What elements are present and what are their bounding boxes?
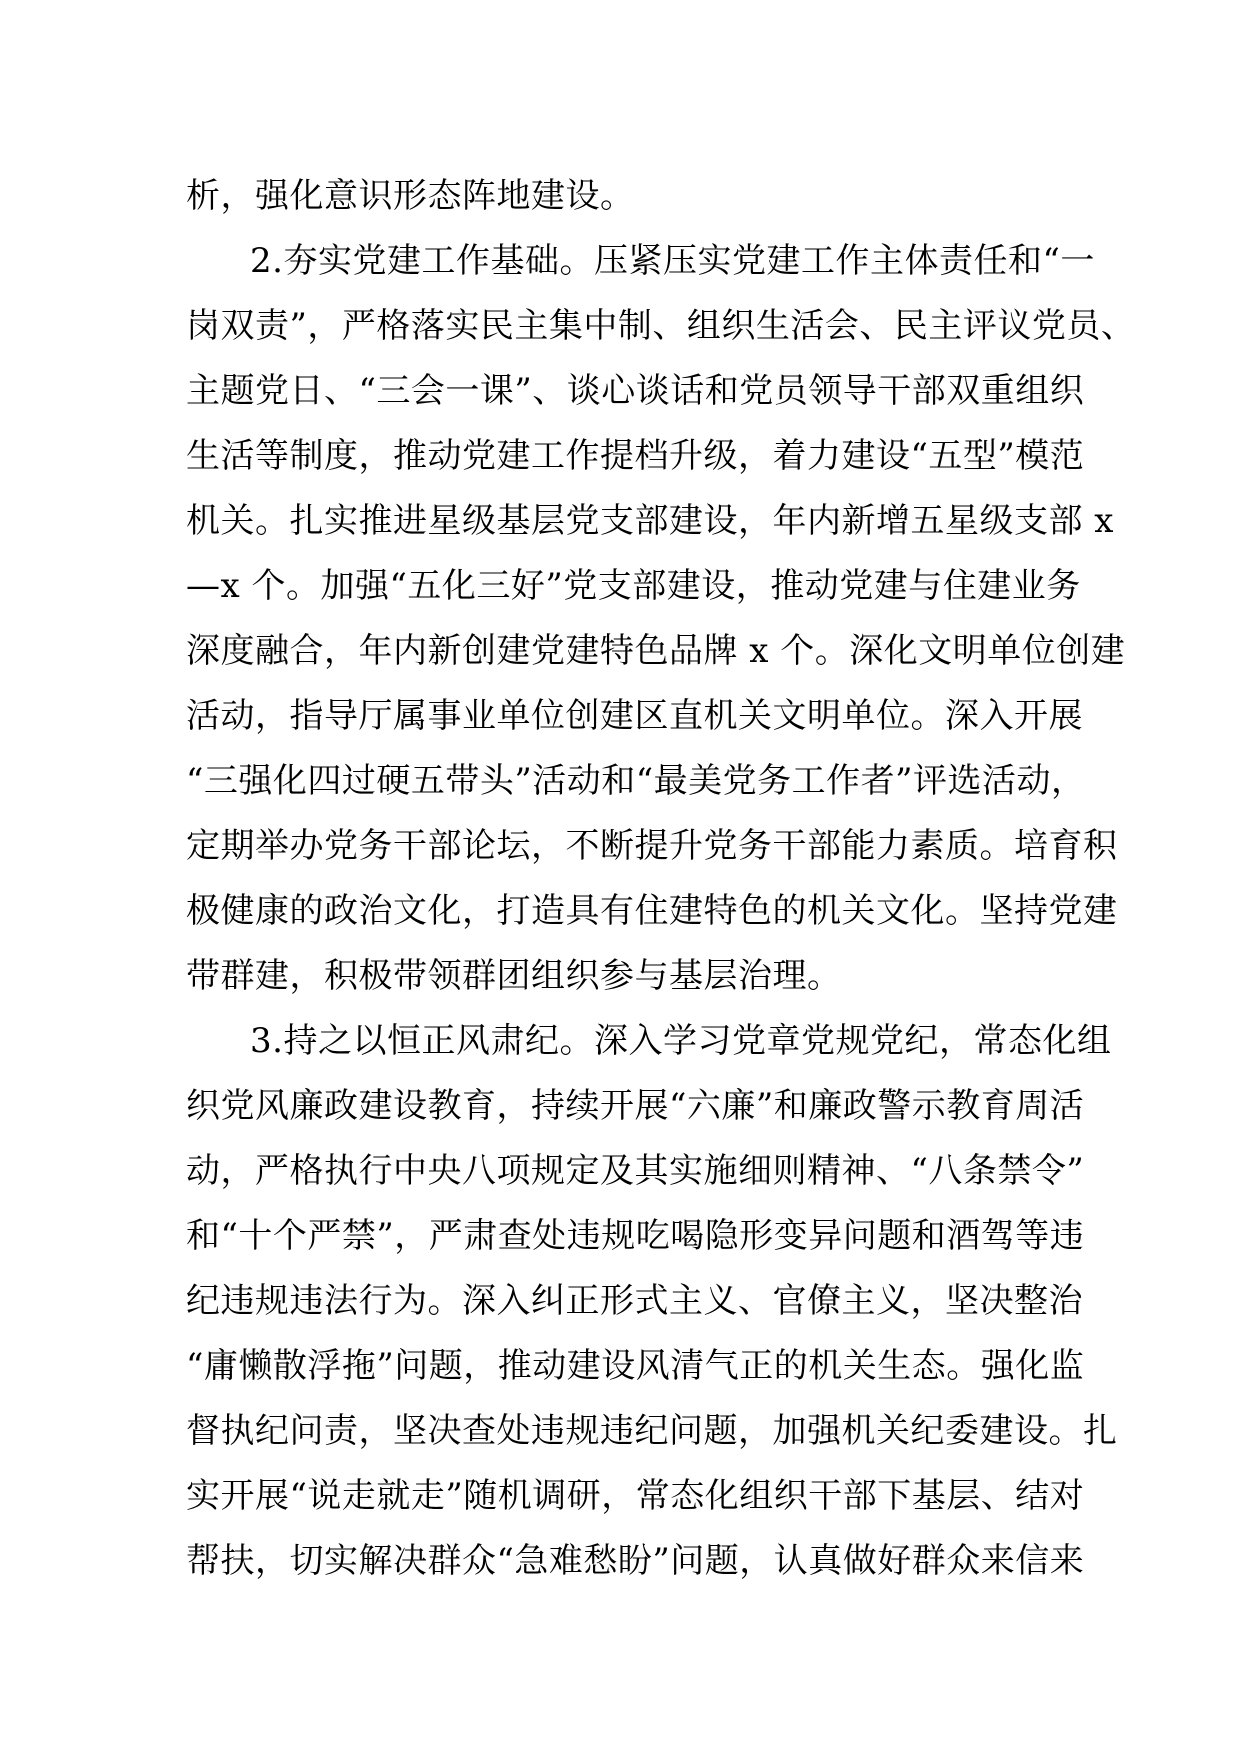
text-line: 析，强化意识形态阵地建设。 — [186, 176, 635, 216]
text-line: —x 个。加强“五化三好”党支部建设，推动党建与住建业务 — [186, 566, 1081, 606]
text-line: 岗双责”，严格落实民主集中制、组织生活会、民主评议党员、 — [186, 306, 1136, 346]
text-line: 织党风廉政建设教育，持续开展“六廉”和廉政警示教育周活 — [186, 1086, 1085, 1126]
text-line: “庸懒散浮拖”问题，推动建设风清气正的机关生态。强化监 — [186, 1346, 1085, 1386]
text-line: 督执纪问责，坚决查处违规违纪问题，加强机关纪委建设。扎 — [186, 1411, 1118, 1451]
text-line: 机关。扎实推进星级基层党支部建设，年内新增五星级支部 x — [186, 501, 1114, 541]
text-line: 2.夯实党建工作基础。压紧压实党建工作主体责任和“一 — [250, 241, 1095, 281]
text-line: 生活等制度，推动党建工作提档升级，着力建设“五型”模范 — [186, 436, 1085, 476]
text-line: 动，严格执行中央八项规定及其实施细则精神、“八条禁令” — [186, 1151, 1085, 1191]
text-line: 实开展“说走就走”随机调研，常态化组织干部下基层、结对 — [186, 1476, 1085, 1516]
text-line: 带群建，积极带领群团组织参与基层治理。 — [186, 956, 842, 996]
text-line: 极健康的政治文化，打造具有住建特色的机关文化。坚持党建 — [186, 891, 1118, 931]
text-line: 帮扶，切实解决群众“急难愁盼”问题，认真做好群众来信来 — [186, 1541, 1085, 1581]
body-text — [186, 164, 1136, 1594]
text-line: 定期举办党务干部论坛，不断提升党务干部能力素质。培育积 — [186, 826, 1118, 866]
text-line: 主题党日、“三会一课”、谈心谈话和党员领导干部双重组织 — [186, 371, 1085, 411]
text-line: 深度融合，年内新创建党建特色品牌 x 个。深化文明单位创建 — [186, 631, 1126, 671]
text-line: 3.持之以恒正风肃纪。深入学习党章党规党纪，常态化组 — [250, 1021, 1112, 1061]
text-line: 和“十个严禁”，严肃查处违规吃喝隐形变异问题和酒驾等违 — [186, 1216, 1085, 1256]
text-line: 纪违规违法行为。深入纠正形式主义、官僚主义，坚决整治 — [186, 1281, 1083, 1321]
text-line: “三强化四过硬五带头”活动和“最美党务工作者”评选活动， — [186, 761, 1086, 801]
text-line: 活动，指导厅属事业单位创建区直机关文明单位。深入开展 — [186, 696, 1083, 736]
